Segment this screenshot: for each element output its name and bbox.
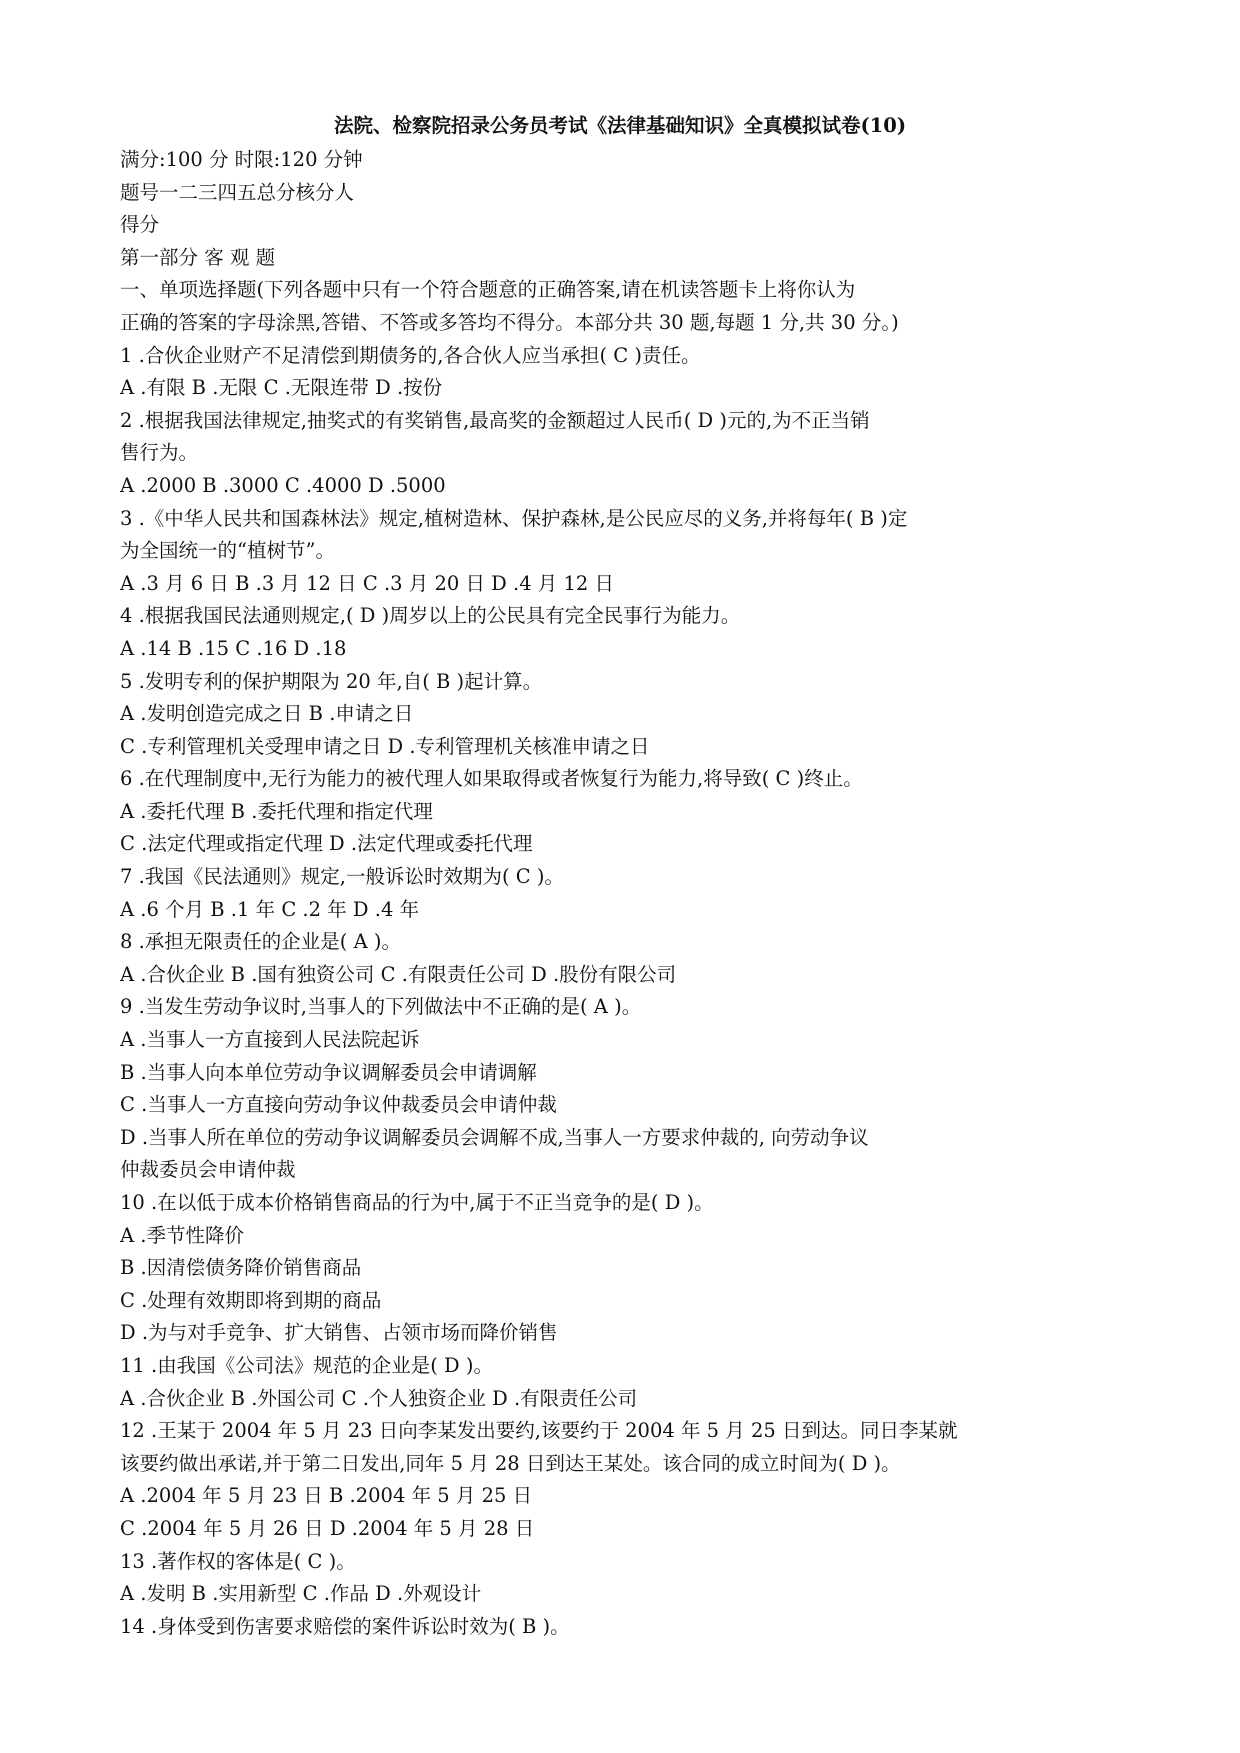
text-line: 14 .身体受到伤害要求赔偿的案件诉讼时效为( B )。 — [120, 1614, 570, 1638]
text-line: A .6 个月 B .1 年 C .2 年 D .4 年 — [120, 897, 420, 921]
text-line: 11 .由我国《公司法》规范的企业是( D )。 — [120, 1353, 493, 1377]
text-line: A .有限 B .无限 C .无限连带 D .按份 — [120, 376, 443, 400]
text-line: 10 .在以低于成本价格销售商品的行为中,属于不正当竞争的是( D )。 — [120, 1191, 714, 1214]
text-line: 售行为。 — [120, 441, 199, 465]
text-line: 13 .著作权的客体是( C )。 — [120, 1549, 356, 1573]
text-line: 4 .根据我国民法通则规定,( D )周岁以上的公民具有完全民事行为能力。 — [120, 604, 741, 628]
text-line: 1 .合伙企业财产不足清偿到期债务的,各合伙人应当承担( C )责任。 — [120, 343, 701, 367]
text-line: C .当事人一方直接向劳动争议仲裁委员会申请仲裁 — [120, 1093, 557, 1117]
text-line: 5 .发明专利的保护期限为 20 年,自( B )起计算。 — [120, 669, 543, 693]
text-line: 正确的答案的字母涂黑,答错、不答或多答均不得分。本部分共 30 题,每题 1 分,共 30 分。) — [120, 310, 899, 334]
text-line: A .2000 B .3000 C .4000 D .5000 — [120, 473, 446, 497]
text-line: A .合伙企业 B .国有独资公司 C .有限责任公司 D .股份有限公司 — [120, 962, 677, 986]
text-line: 7 .我国《民法通则》规定,一般诉讼时效期为( C )。 — [120, 865, 565, 889]
text-line: 12 .王某于 2004 年 5 月 23 日向李某发出要约,该要约于 2004 年 5 月 25 日到达。同日李某就 — [120, 1419, 958, 1443]
text-line: 6 .在代理制度中,无行为能力的被代理人如果取得或者恢复行为能力,将导致( C )终止。 — [120, 767, 863, 791]
document-body — [120, 144, 1160, 1643]
text-line: B .因清偿债务降价销售商品 — [120, 1256, 362, 1280]
text-line: D .为与对手竞争、扩大销售、占领市场而降价销售 — [120, 1321, 558, 1345]
text-line: C .专利管理机关受理申请之日 D .专利管理机关核准申请之日 — [120, 734, 650, 758]
text-line: D .当事人所在单位的劳动争议调解委员会调解不成,当事人一方要求仲裁的, 向劳动争议 — [120, 1125, 869, 1149]
text-line: 题号一二三四五总分核分人 — [120, 180, 355, 204]
text-line: B .当事人向本单位劳动争议调解委员会申请调解 — [120, 1060, 537, 1084]
text-line: C .2004 年 5 月 26 日 D .2004 年 5 月 28 日 — [120, 1516, 535, 1540]
text-line: 为全国统一的“植树节”。 — [120, 539, 335, 563]
text-line: A .当事人一方直接到人民法院起诉 — [120, 1028, 420, 1052]
text-line: C .法定代理或指定代理 D .法定代理或委托代理 — [120, 832, 533, 856]
text-line: 3 .《中华人民共和国森林法》规定,植树造林、保护森林,是公民应尽的义务,并将每年( B )定 — [120, 506, 908, 530]
text-line: 该要约做出承诺,并于第二日发出,同年 5 月 28 日到达王某处。该合同的成立时间为( D )。 — [120, 1451, 901, 1475]
text-line: A .3 月 6 日 B .3 月 12 日 C .3 月 20 日 D .4 月 12 日 — [120, 571, 615, 595]
text-line: 8 .承担无限责任的企业是( A )。 — [120, 930, 401, 954]
text-line: C .处理有效期即将到期的商品 — [120, 1288, 382, 1312]
text-line: 2 .根据我国法律规定,抽奖式的有奖销售,最高奖的金额超过人民币( D )元的,为不正当销 — [120, 408, 870, 432]
text-line: A .委托代理 B .委托代理和指定代理 — [120, 799, 433, 823]
text-line: 一、单项选择题(下列各题中只有一个符合题意的正确答案,请在机读答题卡上将你认为 — [120, 278, 856, 302]
text-line: A .发明创造完成之日 B .申请之日 — [120, 702, 414, 726]
text-line: 第一部分 客 观 题 — [120, 245, 276, 269]
text-line: 仲裁委员会申请仲裁 — [120, 1158, 296, 1182]
text-line: A .季节性降价 — [120, 1223, 244, 1247]
text-line: A .2004 年 5 月 23 日 B .2004 年 5 月 25 日 — [120, 1484, 533, 1508]
text-line: A .发明 B .实用新型 C .作品 D .外观设计 — [120, 1582, 482, 1606]
document-title: 法院、检察院招录公务员考试《法律基础知识》全真模拟试卷(10) — [333, 114, 907, 137]
text-line: A .14 B .15 C .16 D .18 — [120, 636, 347, 660]
text-line: 满分:100 分 时限:120 分钟 — [120, 148, 363, 171]
text-line: A .合伙企业 B .外国公司 C .个人独资企业 D .有限责任公司 — [120, 1386, 638, 1410]
text-line: 得分 — [120, 213, 160, 237]
text-line: 9 .当发生劳动争议时,当事人的下列做法中不正确的是( A )。 — [120, 995, 642, 1019]
